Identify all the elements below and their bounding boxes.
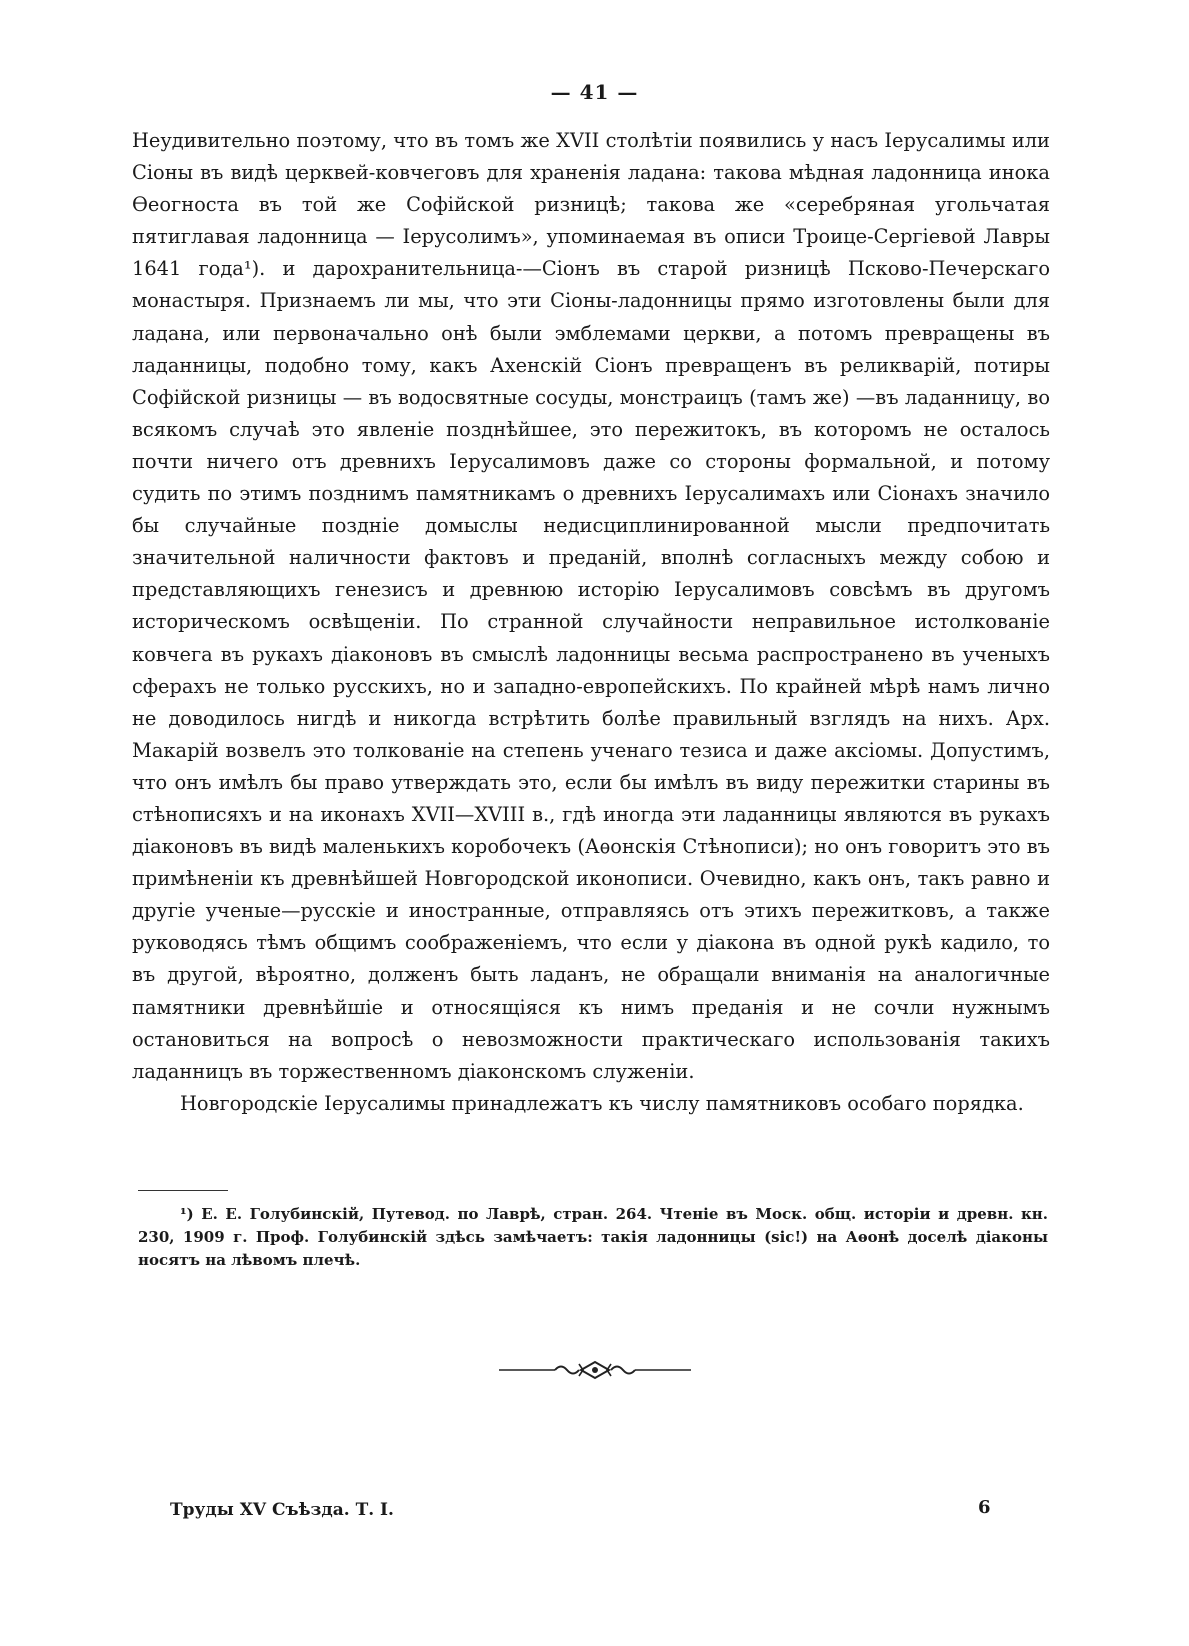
paragraph-1: Неудивительно поэтому, что въ томъ же XVII столѣтіи появились у насъ Іерусалимы или Сіоны въ видѣ церквей-ковчеговъ для храненія ладана: такова мѣдная ладонница инока Ѳеогноста въ той же Софійской ризницѣ; такова же «серебряная угольчатая пятиглавая ладонница — Іерусолимъ», упоминаемая въ описи Троице-Сергіевой Лавры 1641 года¹). и дарохранительница-—Сіонъ въ старой ризницѣ Псково-Печерскаго монастыря. Признаемъ ли мы, что эти Сіоны-ладонницы прямо изготовлены были для ладана, или первоначально онѣ были эмблемами церкви, а потомъ превращены въ ладанницы, подобно тому, какъ Ахенскій Сіонъ превращенъ въ реликварій, потиры Софійской ризницы — въ водосвятные сосуды, монстраицъ (тамъ же) —въ ладанницу, во всякомъ случаѣ это явленіе позднѣйшее, это пережитокъ, въ которомъ не осталось почти ничего отъ древнихъ Іерусалимовъ даже со стороны формальной, и потому судить по этимъ позднимъ памятникамъ о древнихъ Іерусалимахъ или Сіонахъ значило бы случайные поздніе домыслы недисциплинированной мысли предпочитать значительной наличности фактовъ и преданій, вполнѣ согласныхъ между собою и представляющихъ генезисъ и древнюю исторію Іерусалимовъ совсѣмъ въ другомъ историческомъ освѣщеніи. По странной случайности неправильное истолкованіе ковчега въ рукахъ діаконовъ въ смыслѣ ладонницы весьма распространено въ ученыхъ сферахъ не только русскихъ, но и западно-европейскихъ. По крайней мѣрѣ намъ лично не доводилось нигдѣ и никогда встрѣтить болѣе правильный взглядъ на нихъ. Арх. Макарій возвелъ это толкованіе на степень ученаго тезиса и даже аксіомы. Допустимъ, что онъ имѣлъ бы право утверждать это, если бы имѣлъ въ виду пережитки старины въ стѣнописяхъ и на иконахъ XVII—XVIII в., гдѣ иногда эти ладанницы являются въ рукахъ діаконовъ въ видѣ маленькихъ коробочекъ (Аѳонскія Стѣнописи); но онъ говоритъ это въ примѣненіи къ древнѣйшей Новгородской иконописи. Очевидно, какъ онъ, такъ равно и другіе ученые—русскіе и иностранные, отправляясь отъ этихъ пережитковъ, а также руководясь тѣмъ общимъ соображеніемъ, что если у діакона въ одной рукѣ кадило, то въ другой, вѣроятно, долженъ быть ладанъ, не обращали вниманія на аналогичные памятники древнѣйшіе и относящіяся къ нимъ преданія и не сочли нужнымъ остановиться на вопросѣ о невозможности практическаго использованія такихъ ладанницъ въ торжественномъ діаконскомъ служеніи.	[132, 129, 1050, 1083]
body-text	[132, 125, 1050, 1120]
footnote-separator	[138, 1190, 228, 1191]
paragraph-2: Новгородскіе Іерусалимы принадлежатъ къ числу памятниковъ особаго порядка.	[180, 1091, 1024, 1115]
footnote-text: ¹) Е. Е. Голубинскій, Путевод. по Лаврѣ, стран. 264. Чтеніе въ Моск. общ. исторіи и древн. кн. 230, 1909 г. Проф. Голубинскій здѣсь замѣчаетъ: такія ладонницы (sic!) на Аѳонѣ доселѣ діаконы носятъ на лѣвомъ плечѣ.	[138, 1205, 1048, 1269]
ornament-icon	[0, 1360, 1189, 1384]
footer-signature-number: 6	[978, 1497, 991, 1518]
page-number: — 41 —	[550, 80, 639, 104]
footer-publication: Труды XV Съѣзда. Т. I.	[170, 1500, 394, 1520]
footnote	[138, 1203, 1048, 1272]
ornament-svg	[495, 1360, 695, 1380]
